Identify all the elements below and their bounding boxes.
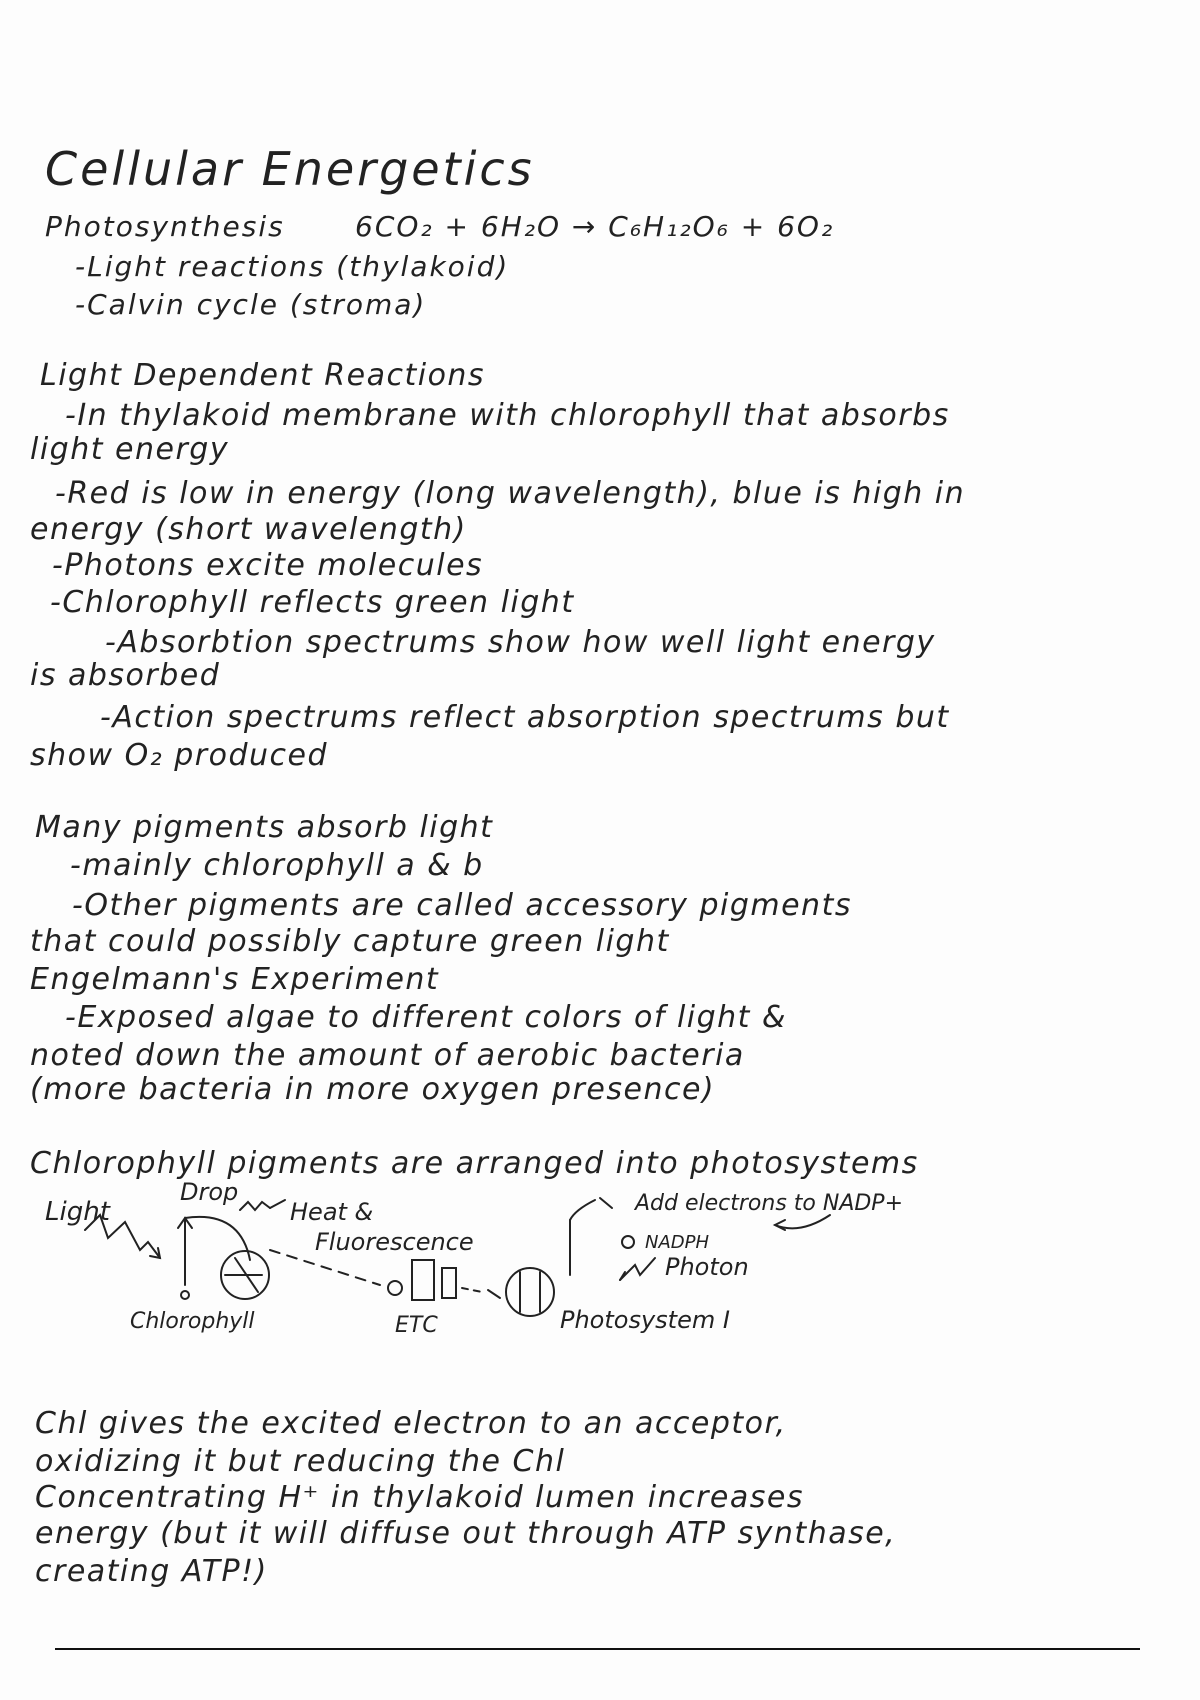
note-line: creating ATP!) [35,1554,268,1589]
note-line: is absorbed [30,658,221,693]
photosynthesis-item: -Calvin cycle (stroma) [75,288,427,321]
note-line: -Photons excite molecules [52,548,484,583]
note-line: -Action spectrums reflect absorption spectrums but [100,700,950,735]
chlorophyll-label: Chlorophyll [130,1309,255,1334]
photosynthesis-item: -Light reactions (thylakoid) [75,250,510,283]
photosynthesis-equation: 6CO₂ + 6H₂O → C₆H₁₂O₆ + 6O₂ [355,210,835,243]
electron-dot [181,1291,189,1299]
etc-circle [388,1281,402,1295]
drop-label: Drop [180,1180,239,1206]
note-line: -In thylakoid membrane with chlorophyll that absorbs [65,398,950,433]
heat-label: Heat & [290,1198,374,1226]
section-heading: Many pigments absorb light [35,810,494,845]
note-line: light energy [30,432,230,467]
etc-box [442,1268,456,1298]
etc-box [412,1260,434,1300]
section-heading: Light Dependent Reactions [40,358,486,393]
photosystem-circle [506,1268,554,1316]
section-heading: Chlorophyll pigments are arranged into photosystems [30,1146,919,1181]
note-line: (more bacteria in more oxygen presence) [30,1072,716,1107]
note-line: energy (short wavelength) [30,512,467,547]
note-line: -Red is low in energy (long wavelength), blue is high in [55,476,966,511]
note-line: energy (but it will diffuse out through ATP synthase, [35,1516,897,1551]
fluorescence-label: Fluorescence [315,1228,474,1256]
note-line: -Exposed algae to different colors of light & [65,1000,787,1035]
add-electrons-arrow [600,1198,612,1208]
photosystem-diagram [0,1180,1200,1400]
note-line: oxidizing it but reducing the Chl [35,1444,566,1479]
bottom-rule [55,1648,1140,1650]
photon-label: Photon [665,1253,749,1281]
note-line: show O₂ produced [30,738,329,773]
page-title: Cellular Energetics [45,142,535,196]
nadph-label: NADPH [645,1232,710,1253]
note-line: -mainly chlorophyll a & b [70,848,484,883]
note-line: -Chlorophyll reflects green light [50,585,575,620]
note-line: -Other pigments are called accessory pigments [72,888,852,923]
etc-label: ETC [395,1313,438,1338]
photon-zigzag [620,1258,655,1280]
note-line: -Absorbtion spectrums show how well light energy [105,625,936,660]
section-heading: Engelmann's Experiment [30,962,440,997]
note-line: noted down the amount of aerobic bacteria [30,1038,745,1073]
add-electrons-label: Add electrons to NADP+ [635,1191,904,1216]
note-line: that could possibly capture green light [30,924,670,959]
note-line: Concentrating H⁺ in thylakoid lumen increases [35,1480,804,1515]
note-line: Chl gives the excited electron to an acceptor, [35,1406,787,1441]
heat-arrow [270,1200,285,1208]
electron-path [570,1200,595,1220]
photosystem-label: Photosystem I [560,1306,730,1334]
heat-wiggle [240,1202,270,1210]
drop-arc [185,1217,250,1260]
photosynthesis-label: Photosynthesis [45,210,285,243]
light-label: Light [45,1197,110,1227]
